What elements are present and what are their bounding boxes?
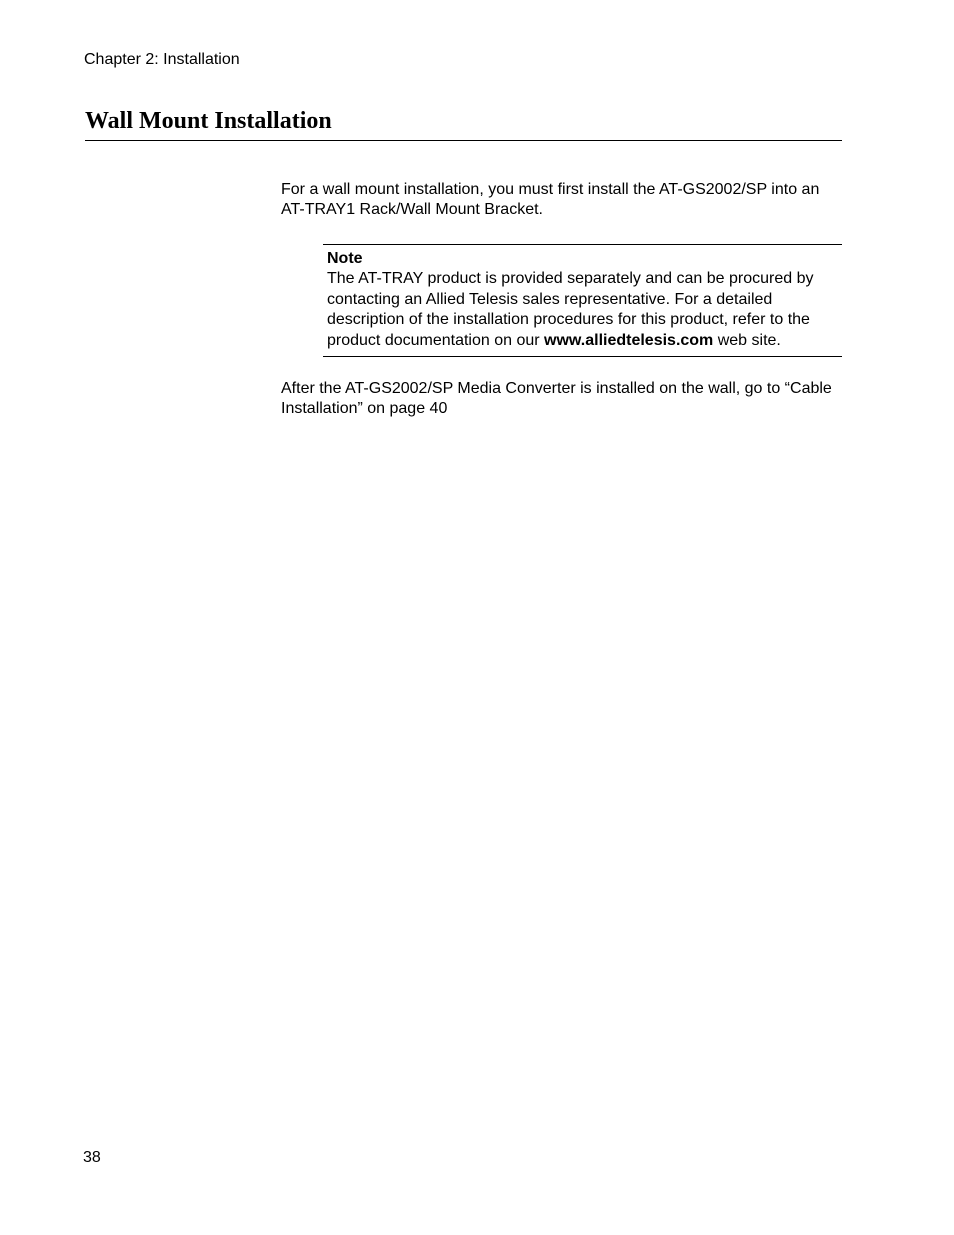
page-number: 38 — [83, 1149, 101, 1166]
title-rule — [85, 140, 842, 141]
note-box — [323, 244, 842, 357]
running-header: Chapter 2: Installation — [84, 51, 240, 68]
section-title: Wall Mount Installation — [85, 108, 332, 134]
after-paragraph: After the AT-GS2002/SP Media Converter is installed on the wall, go to “Cable Installation” on page 40 — [281, 380, 832, 417]
intro-paragraph: For a wall mount installation, you must first install the AT-GS2002/SP into an AT-TRAY1 Rack/Wall Mount Bracket. — [281, 181, 820, 218]
note-heading: Note — [327, 250, 363, 267]
note-body — [327, 269, 842, 351]
note-text-after: web site. — [713, 331, 781, 349]
website-link[interactable]: www.alliedtelesis.com — [544, 331, 714, 349]
note-text-before: The AT-TRAY product is provided separately and can be procured by contacting an Allied Telesis sales representative. For a detailed description of the installation procedures for this product, refer to the product documentation on our — [327, 270, 814, 349]
